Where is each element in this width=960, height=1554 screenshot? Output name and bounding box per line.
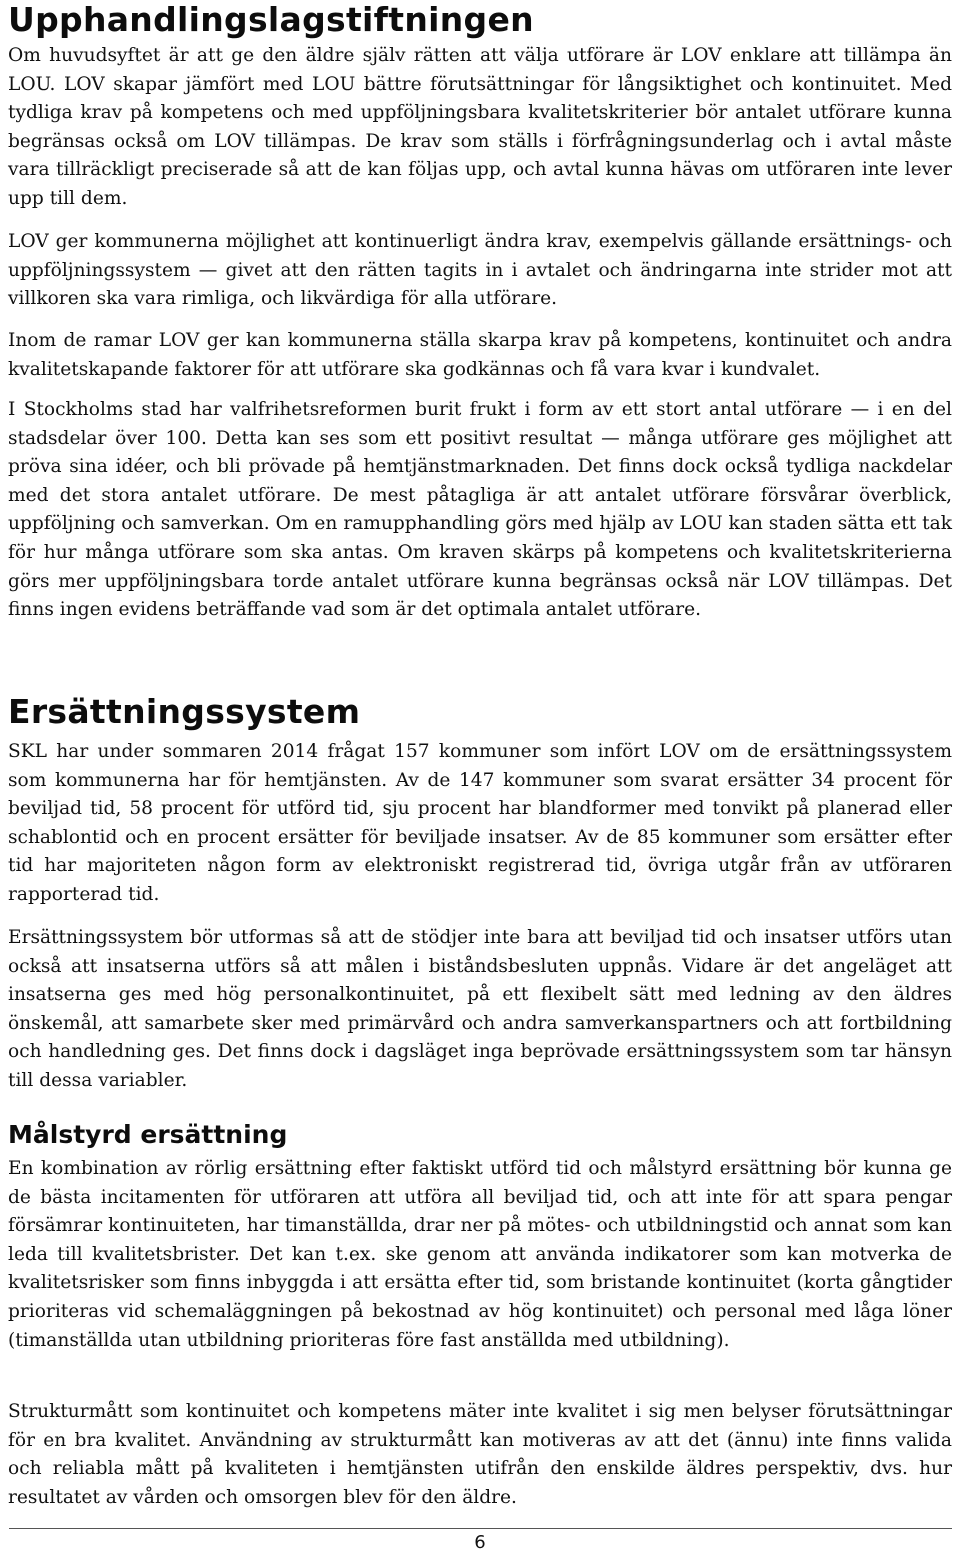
- section-heading-upphandling: Upphandlingslagstiftningen: [8, 0, 534, 39]
- subsection-heading-malstyrd-ersattning: Målstyrd ersättning: [8, 1120, 288, 1149]
- footer-divider: [9, 1528, 952, 1529]
- paragraph: Om huvudsyftet är att ge den äldre själv rätten att välja utförare är LOV enklare att tillämpa än LOU. LOV skapar jämfört med LOU bättre förutsättningar för långsiktighet och kontinuitet. Med tydliga krav på kompetens och med uppföljningsbara kvalitetskriterier bör antalet utförare kunna begränsas också om LOV tillämpas. De krav som ställs i förfrågningsunderlag och i avtal måste vara tillräckligt preciserade så att de kan följas upp, och avtal kunna hävas om utföraren inte lever upp till dem.: [8, 45, 952, 209]
- paragraph: Ersättningssystem bör utformas så att de stödjer inte bara att beviljad tid och insatser utförs utan också att insatserna utförs så att målen i biståndsbesluten uppnås. Vidare är det angeläget att insatserna ges med hög personalkontinuitet, på ett flexibelt sätt med ledning av den äldres önskemål, att samarbete sker med primärvård och andra samverkanspartners och att fortbildning och handledning ges. Det finns dock i dagsläget inga beprövade ersättningssystem som tar hänsyn till dessa variabler.: [8, 927, 952, 1091]
- section-heading-ersattningssystem: Ersättningssystem: [8, 692, 361, 731]
- page-number: 6: [474, 1532, 486, 1553]
- paragraph: LOV ger kommunerna möjlighet att kontinuerligt ändra krav, exempelvis gällande ersättnings- och uppföljningssystem — givet att den rätten tagits in i avtalet och ändringarna inte strider mot att villkoren ska vara rimliga, och likvärdiga för alla utförare.: [8, 231, 952, 310]
- paragraph: Inom de ramar LOV ger kan kommunerna ställa skarpa krav på kompetens, kontinuitet och andra kvalitetskapande faktorer för att utförare ska godkännas och få vara kvar i kundvalet.: [8, 330, 952, 380]
- paragraph: Strukturmått som kontinuitet och kompetens mäter inte kvalitet i sig men belyser förutsättningar för en bra kvalitet. Användning av strukturmått kan motiveras av att det (ännu) inte finns valida och reliabla mått på kvaliteten i hemtjänsten utifrån den enskilde äldres perspektiv, dvs. hur resultatet av vården och omsorgen blev för den äldre.: [8, 1401, 952, 1508]
- paragraph: En kombination av rörlig ersättning efter faktiskt utförd tid och målstyrd ersättning bör kunna ge de bästa incitamenten för utföraren att utföra all beviljad tid, och att inte för att spara pengar försämrar kontinuiteten, har timanställda, drar ner på mötes- och utbildningstid och annat som kan leda till kvalitetsbrister. Det kan t.ex. ske genom att använda indikatorer som kan motverka de kvalitetsrisker som finns inbyggda i att ersätta efter tid, som bristande kontinuitet (korta gångtider prioriteras vid schemaläggningen på bekostnad av hög kontinuitet) och personal med låga löner (timanställda utan utbildning prioriteras före fast anställda med utbildning).: [8, 1158, 952, 1351]
- paragraph: SKL har under sommaren 2014 frågat 157 kommuner som infört LOV om de ersättningssystem som kommunerna har för hemtjänsten. Av de 147 kommuner som svarat ersätter 34 procent för beviljad tid, 58 procent för utförd tid, sju procent har blandformer med tonvikt på planerad eller schablontid och en procent ersätter för beviljade insatser. Av de 85 kommuner som ersätter efter tid har majoriteten någon form av elektroniskt registrerad tid, övriga utgår från av utföraren rapporterad tid.: [8, 741, 952, 905]
- paragraph: I Stockholms stad har valfrihetsreformen burit frukt i form av ett stort antal utförare — i en del stadsdelar över 100. Detta kan ses som ett positivt resultat — många utförare ges möjlighet att pröva sina idéer, och bli prövade på hemtjänstmarknaden. Det finns dock också tydliga nackdelar med det stora antalet utförare. De mest påtagliga är att antalet utförare försvårar överblick, uppföljning och samverkan. Om en ramupphandling görs med hjälp av LOU kan staden sätta ett tak för hur många utförare som ska antas. Om kraven skärps på kompetens och kvalitetskriterierna görs mer uppföljningsbara torde antalet utförare kunna begränsas också när LOV tillämpas. Det finns ingen evidens beträffande vad som är det optimala antalet utförare.: [8, 399, 952, 621]
